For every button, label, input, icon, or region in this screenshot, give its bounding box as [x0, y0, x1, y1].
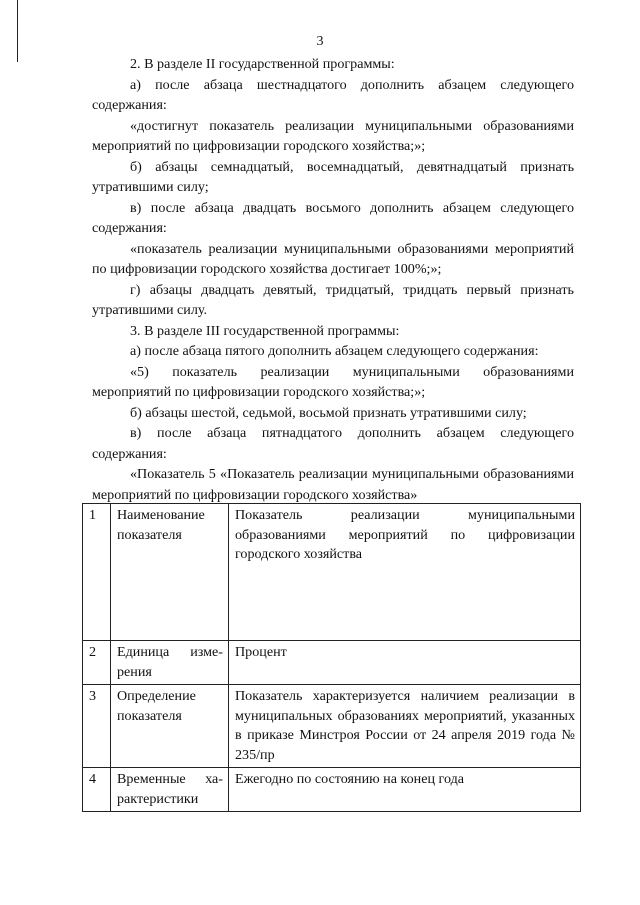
row-name-line-2: рактеристики: [117, 790, 199, 807]
row-value-cell: Показатель реализации муниципальными образованиями мероприятий по цифровизации городского хозяйства: [229, 504, 581, 641]
row-name-line-1: [117, 643, 223, 663]
row-name-word: изме-: [190, 644, 223, 660]
row-name-cell: Определение показателя: [111, 685, 229, 768]
table-row: [83, 504, 581, 641]
row-number-cell: 2: [83, 641, 111, 685]
table-row: [83, 641, 581, 685]
paragraph-section-2: 2. В разделе II государственной программы:: [130, 56, 395, 72]
scan-edge-line: [17, 0, 18, 62]
paragraph-3v: в) после абзаца пятнадцатого дополнить абзацем следующего содержания:: [92, 425, 574, 462]
table-row: [83, 685, 581, 768]
quote-paragraph-3a: «5) показатель реализации муниципальными образованиями мероприятий по цифровизации городского хозяйства;»;: [92, 363, 574, 400]
quote-paragraph-2a: «достигнут показатель реализации муниципальными образованиями мероприятий по цифровизации городского хозяйства;»;: [92, 117, 574, 154]
paragraph-2g: г) абзацы двадцать девятый, тридцатый, тридцать первый признать утратившими силу.: [92, 281, 574, 318]
paragraph-3a: а) после абзаца пятого дополнить абзацем следующего содержания:: [130, 343, 539, 359]
paragraph-2v: в) после абзаца двадцать восьмого дополнить абзацем следующего содержания:: [92, 199, 574, 236]
row-name-cell: [111, 768, 229, 812]
row-value-cell: Процент: [229, 641, 581, 685]
paragraph-2b: б) абзацы семнадцатый, восемнадцатый, девятнадцатый признать утратившими силу;: [92, 158, 574, 195]
row-name-word: ха-: [205, 771, 223, 787]
indicator-table: [82, 503, 581, 812]
row-number-cell: 4: [83, 768, 111, 812]
row-number-cell: 3: [83, 685, 111, 768]
paragraph-3b: б) абзацы шестой, седьмой, восьмой признать утратившими силу;: [130, 404, 527, 421]
row-name-cell: [111, 641, 229, 685]
row-name-line-2: рения: [117, 663, 152, 680]
row-value-cell: Ежегодно по состоянию на конец года: [229, 768, 581, 812]
quote-paragraph-2v: «показатель реализации муниципальными образованиями мероприятий по цифровизации городского хозяйства достигает 100%;»;: [92, 240, 574, 277]
row-name-word: Временные: [117, 771, 186, 787]
document-body: [92, 54, 574, 505]
row-name-word: Единица: [117, 644, 170, 660]
paragraph-2a: а) после абзаца шестнадцатого дополнить абзацем следующего содержания:: [92, 76, 574, 113]
page-number: 3: [316, 34, 324, 49]
table-row: [83, 768, 581, 812]
quote-paragraph-3v: «Показатель 5 «Показатель реализации муниципальными образованиями мероприятий по цифровизации городского хозяйства»: [92, 466, 574, 503]
row-name-line-1: [117, 770, 223, 790]
paragraph-section-3: 3. В разделе III государственной программы:: [130, 322, 400, 339]
row-number-cell: 1: [83, 504, 111, 641]
row-value-cell: Показатель характеризуется наличием реализации в муниципальных образованиях мероприятий, указанных в приказе Минстроя России от 24 апреля 2019 года № 235/пр: [229, 685, 581, 768]
row-name-cell: Наименование показателя: [111, 504, 229, 641]
